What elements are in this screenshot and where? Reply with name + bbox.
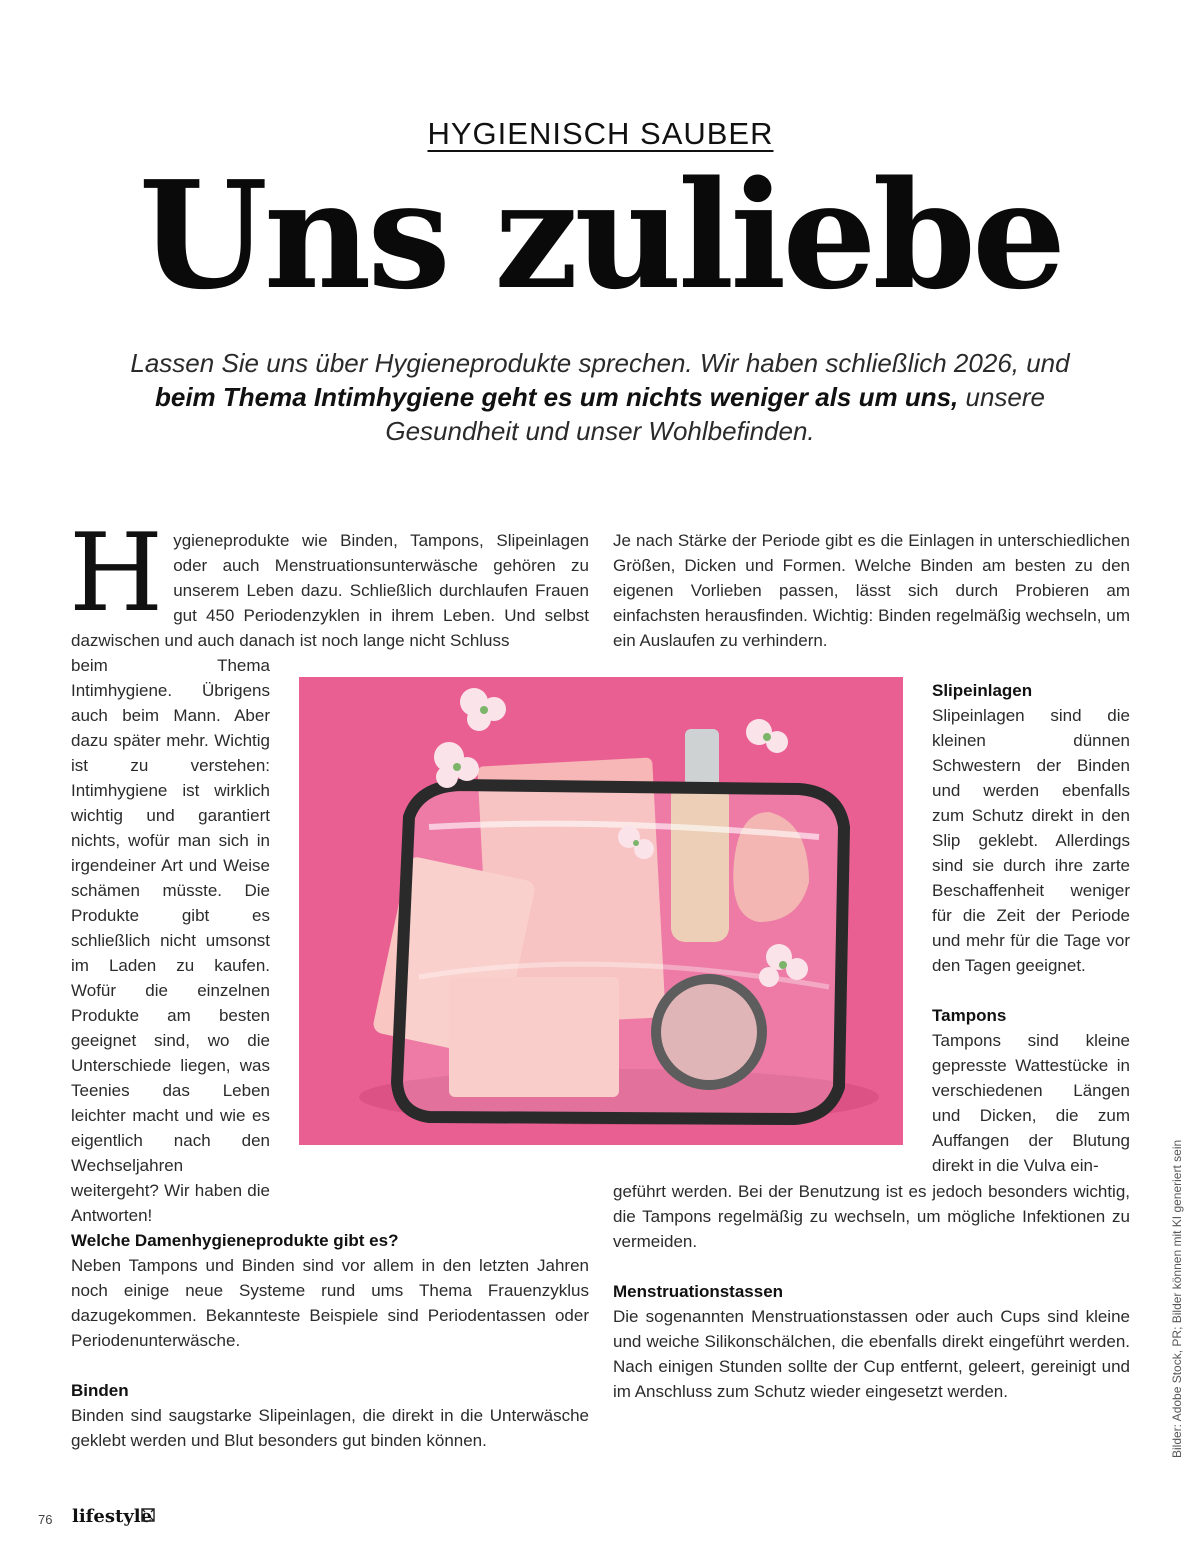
right-lower [613,1179,1130,1404]
headline: Uns zuliebe [138,148,1063,322]
text-binden-continued: Je nach Stärke der Periode gibt es die Einlagen in unterschiedlichen Größen, Dicken und Formen. Welche Binden am besten zu den eigenen Vorlieben passen, lässt sich durch Probieren am einfachsten herausfinden. Wichtig: Binden regelmäßig wechseln, um ein Auslaufen zu verhindern. [613,531,1130,650]
image-credit: Bilder: Adobe Stock, PR; Bilder können mit KI generiert sein [1170,1139,1184,1458]
heading-binden: Binden [71,1381,129,1400]
left-lower-sections [71,1228,589,1453]
heading-tampons: Tampons [932,1006,1007,1025]
text-menstruationstassen: Die sogenannten Menstruationstassen oder auch Cups sind kleine und weiche Silikonschälchen, die ebenfalls direkt eingeführt werden. Nach einigen Stunden sollte der Cup entfernt, geleert, gereinigt und im Anschluss zum Schutz wieder eingesetzt werden. [613,1307,1130,1401]
intro-top [69,511,589,653]
heading-damenhygiene: Welche Damenhygieneprodukte gibt es? [71,1231,399,1250]
lead-bold: beim Thema Intimhygiene geht es um nichts weniger als um uns, [154,382,959,412]
lead-part-1: Lassen Sie uns über Hygieneprodukte sprechen. Wir haben schließlich 2026, und [130,348,1070,378]
text-tampons-continued: geführt werden. Bei der Benutzung ist es jedoch besonders wichtig, die Tampons regelmäßig zu wechseln, um mögliche Infektionen zu vermeiden. [613,1182,1130,1251]
magazine-brand: lifestyle [72,1506,153,1527]
text-slipeinlagen: Slipeinlagen sind die kleinen dünnen Schwestern der Binden und werden ebenfalls zum Schutz direkt in den Slip geklebt. Allerdings sind sie durch ihre zarte Beschaffenheit weniger für die Zeit der Periode und mehr für die Tage vor den Tagen geeignet. [932,706,1130,975]
heading-slipeinlagen: Slipeinlagen [932,681,1033,700]
kicker: HYGIENISCH SAUBER [427,116,774,151]
binden-continued [613,528,1130,653]
product-photo [299,677,903,1145]
text-binden: Binden sind saugstarke Slipeinlagen, die direkt in die Unterwäsche geklebt werden und Blut besonders gut binden können. [71,1406,589,1450]
right-narrow [932,678,1130,1178]
text-tampons: Tampons sind kleine gepresste Wattestücke in verschiedenen Längen und Dicken, die zum Auffangen der Blutung direkt in die Vulva ein- [932,1031,1130,1175]
text-damenhygiene: Neben Tampons und Binden sind vor allem in den letzten Jahren noch einige neue Systeme rund ums Thema Frauenzyklus dazugekommen. Bekannteste Beispiele sind Periodentassen oder Periodenunterwäsche. [71,1256,589,1350]
page-number: 76 [38,1512,53,1527]
pouch-illustration [299,677,903,1145]
intro-narrow [71,653,270,1228]
heading-menstruationstassen: Menstruationstassen [613,1282,784,1301]
drop-cap: H [69,511,164,636]
lead-part-2: unsere Gesundheit und unser Wohlbefinden. [385,382,1046,446]
intro-top-text: ygieneprodukte wie Binden, Tampons, Slipeinlagen oder auch Menstruationsunterwäsche gehören zu unserem Leben dazu. Schließlich durchlaufen Frauen gut 450 Periodenzyklen in ihrem Leben. Und selbst dazwischen und auch danach ist noch lange nicht Schluss [71,531,589,650]
intro-narrow-text: beim Thema Intimhygiene. Übrigens auch beim Mann. Aber dazu später mehr. Wichtig ist zu verstehen: Intimhygiene ist wirklich wichtig und garantiert nichts, wofür man sich in irgendeiner Art und Weise schämen müsste. Die Produkte gibt es schließlich nicht umsonst im Laden zu kaufen. Wofür die einzelnen Produkte am besten geeignet sind, wo die Unterschiede liegen, was Teenies das Leben leichter macht und wie es eigentlich nach den Wechseljahren weitergeht? Wir haben die Antworten! [71,656,270,1225]
lead-paragraph [130,346,1070,448]
brand-frame-icon [141,1508,155,1527]
